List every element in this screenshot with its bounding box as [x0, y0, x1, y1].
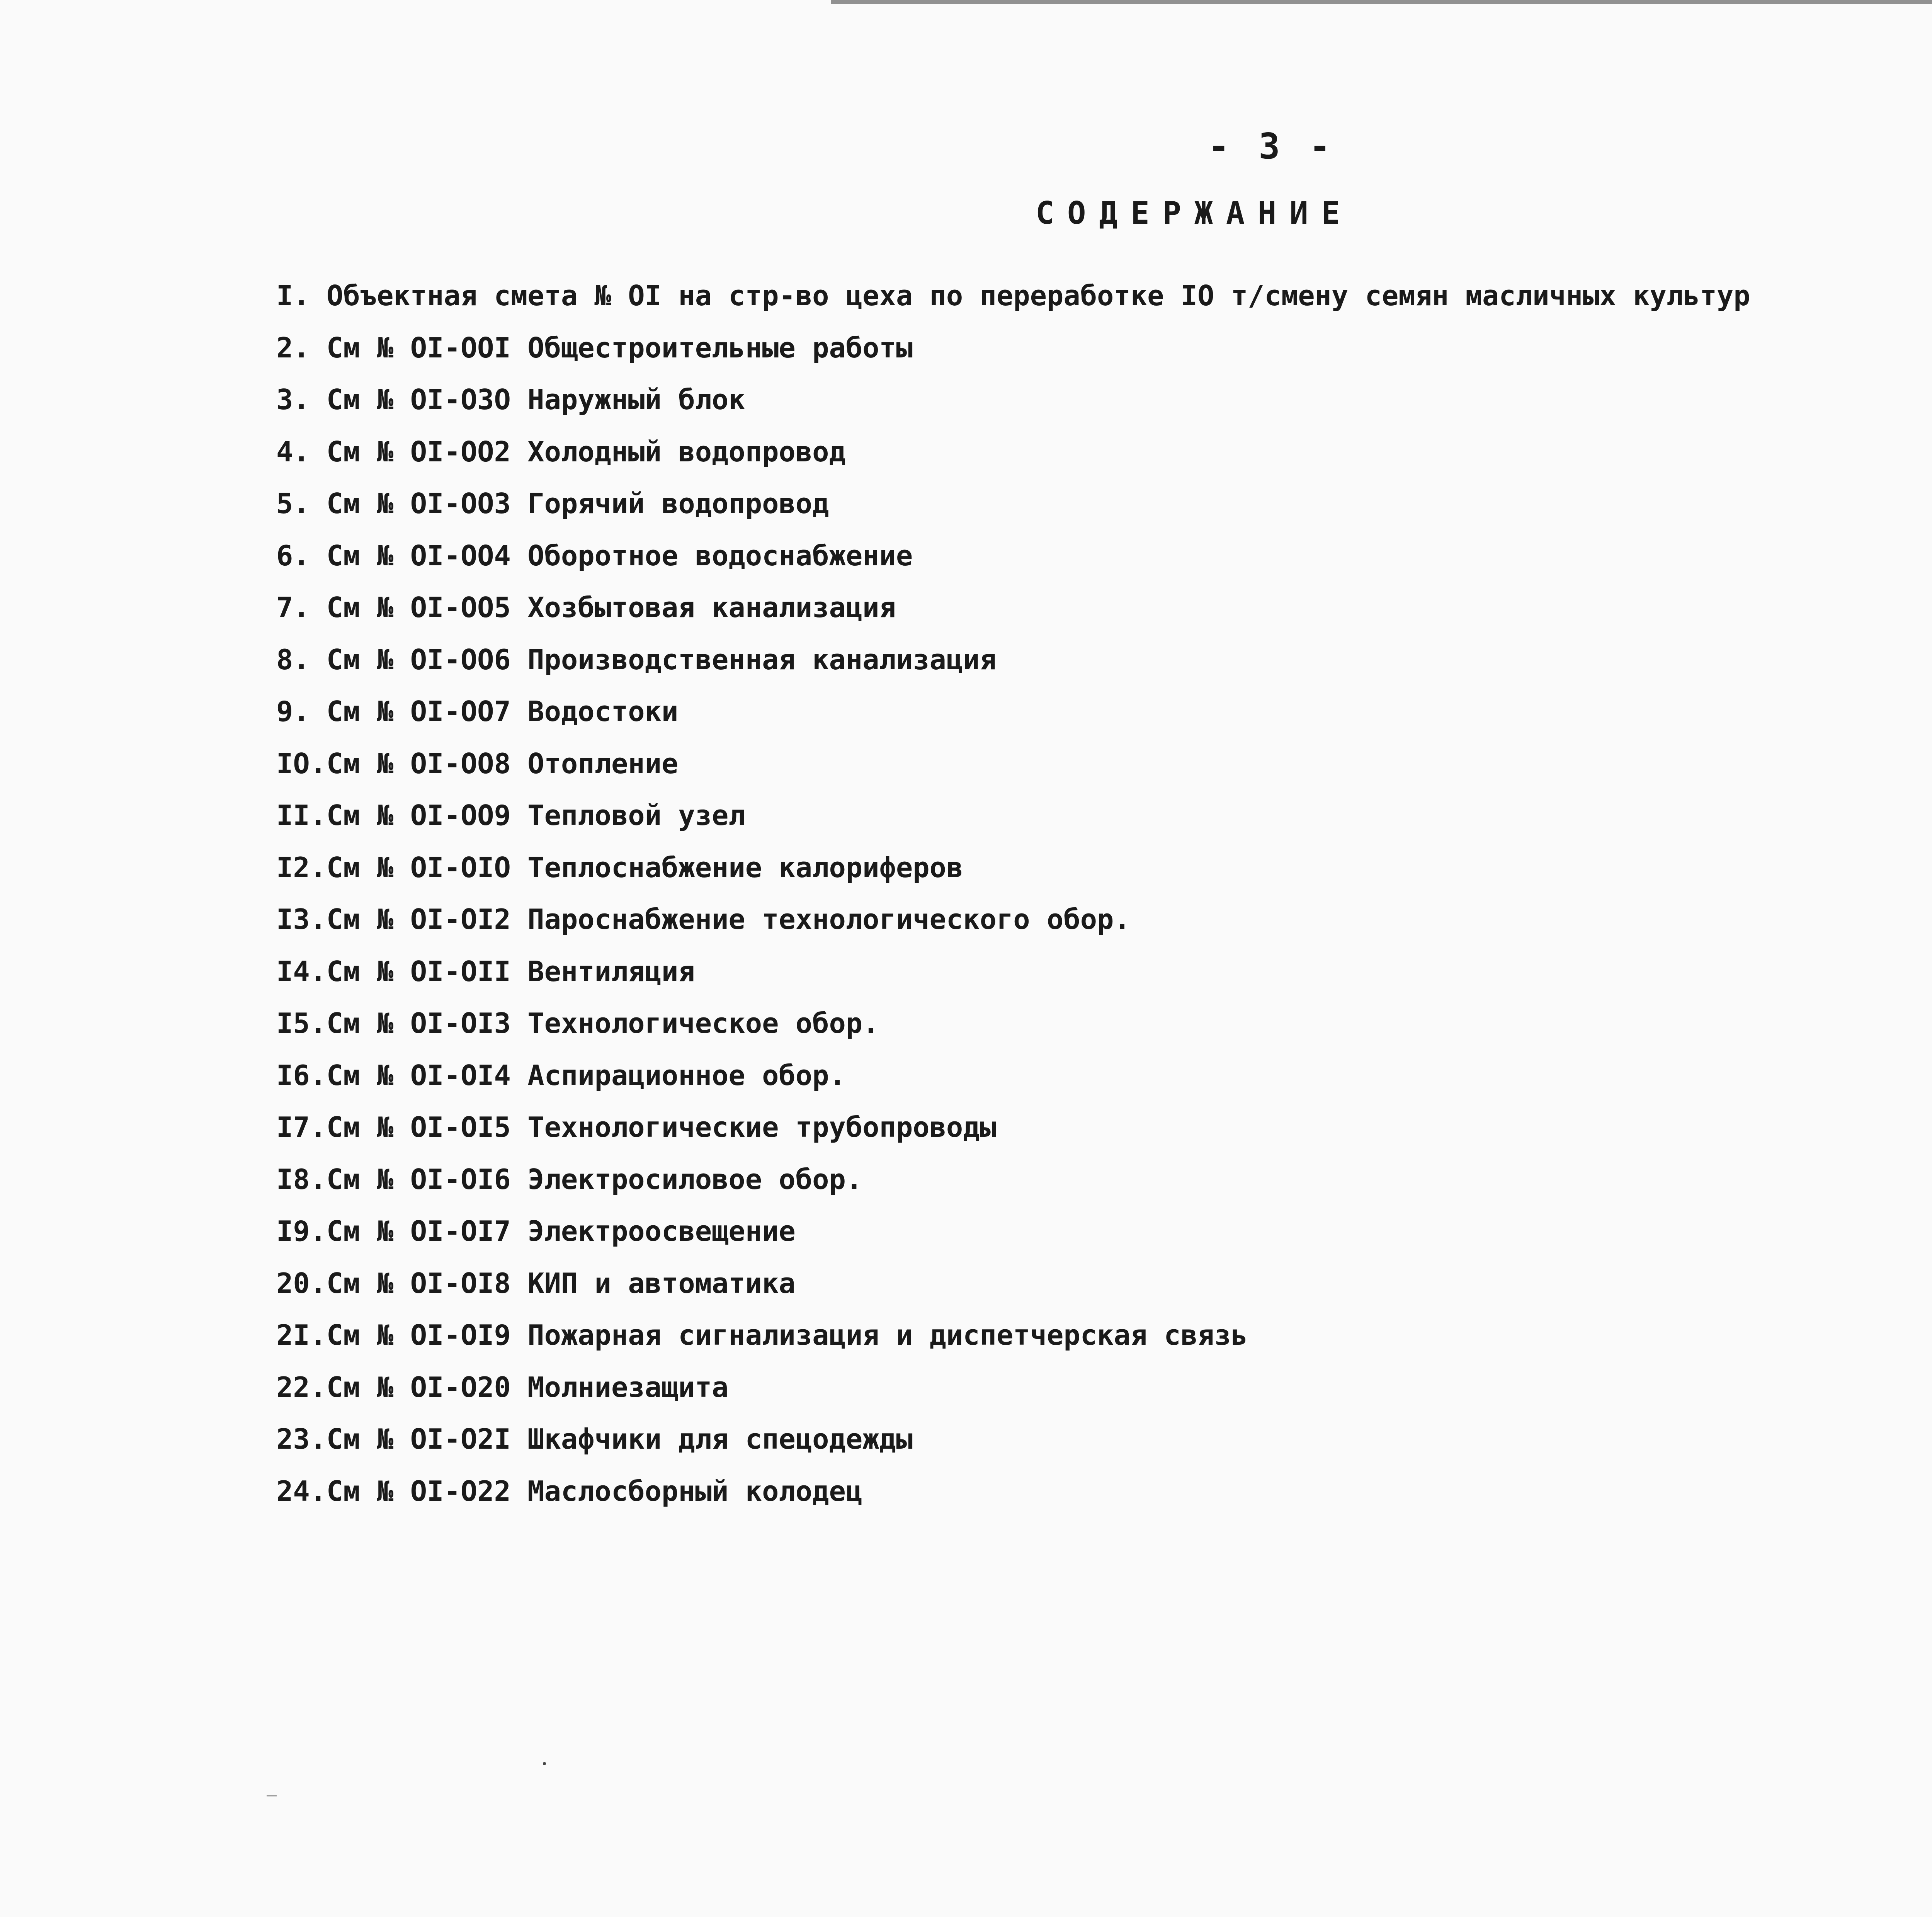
toc-entry-text: 9. См № OI-OO7 Водостоки	[276, 695, 679, 728]
table-of-contents	[276, 278, 1932, 1526]
toc-row	[276, 1110, 1932, 1162]
toc-row	[276, 538, 1932, 590]
toc-entry-text: 23.См № OI-O2I Шкафчики для спецодежды	[276, 1423, 913, 1455]
toc-row	[276, 382, 1932, 434]
toc-row	[276, 850, 1932, 902]
page-title: СОДЕРЖАНИЕ	[1036, 195, 1353, 231]
toc-entry-text: I. Объектная смета № OI на стр-во цеха по переработке IO т/смену семян масличных культур	[276, 279, 1750, 312]
toc-row	[276, 1318, 1932, 1370]
toc-row	[276, 1370, 1932, 1422]
toc-entry-text: 6. См № OI-OO4 Оборотное водоснабжение	[276, 539, 913, 572]
toc-row	[276, 694, 1932, 746]
toc-row	[276, 1214, 1932, 1266]
toc-entry-text: 2. См № OI-OOI Общестроительные работы	[276, 331, 913, 364]
toc-entry-text: I8.См № OI-OI6 Электросиловое обор.	[276, 1163, 863, 1196]
toc-row	[276, 330, 1932, 383]
toc-row	[276, 798, 1932, 850]
toc-entry-text: 20.См № OI-OI8 КИП и автоматика	[276, 1267, 796, 1300]
toc-row	[276, 1422, 1932, 1474]
toc-entry-text: I7.См № OI-OI5 Технологические трубопроводы	[276, 1111, 997, 1143]
toc-entry-text: 5. См № OI-OO3 Горячий водопровод	[276, 487, 829, 520]
toc-row	[276, 1162, 1932, 1214]
toc-entry-text: I2.См № OI-OIO Теплоснабжение калориферов	[276, 851, 963, 884]
toc-entry-text: I4.См № OI-OII Вентиляция	[276, 955, 695, 988]
scan-speck	[267, 1795, 277, 1796]
toc-row	[276, 434, 1932, 486]
scan-speck	[543, 1762, 546, 1765]
toc-entry-text: I9.См № OI-OI7 Электроосвещение	[276, 1215, 796, 1247]
toc-entry-text: IO.См № OI-OO8 Отопление	[276, 747, 679, 780]
toc-entry-text: I6.См № OI-OI4 Аспирационное обор.	[276, 1059, 846, 1092]
toc-row	[276, 746, 1932, 798]
scan-edge-top	[831, 0, 1932, 4]
toc-row	[276, 1058, 1932, 1110]
page-number: - 3 -	[1208, 126, 1335, 167]
toc-row	[276, 486, 1932, 538]
toc-row	[276, 902, 1932, 954]
toc-entry-text: I3.См № OI-OI2 Пароснабжение технологического обор.	[276, 903, 1131, 936]
toc-entry-text: 8. См № OI-OO6 Производственная канализация	[276, 643, 997, 676]
toc-row	[276, 1006, 1932, 1058]
toc-row	[276, 590, 1932, 642]
toc-row	[276, 642, 1932, 694]
toc-row	[276, 1474, 1932, 1526]
toc-entry-text: 24.См № OI-O22 Маслосборный колодец	[276, 1475, 863, 1507]
toc-entry-text: 7. См № OI-OO5 Хозбытовая канализация	[276, 591, 896, 624]
toc-entry-text: 4. См № OI-OO2 Холодный водопровод	[276, 435, 846, 468]
toc-row	[276, 1266, 1932, 1318]
toc-entry-text: 3. См № OI-O3O Наружный блок	[276, 383, 745, 416]
toc-entry-text: I5.См № OI-OI3 Технологическое обор.	[276, 1007, 879, 1039]
toc-entry-text: II.См № OI-OO9 Тепловой узел	[276, 799, 745, 832]
toc-entry-text: 2I.См № OI-OI9 Пожарная сигнализация и диспетчерская связь	[276, 1319, 1248, 1351]
toc-row	[276, 278, 1932, 330]
toc-entry-text: 22.См № OI-O20 Молниезащита	[276, 1371, 729, 1403]
toc-row	[276, 954, 1932, 1006]
